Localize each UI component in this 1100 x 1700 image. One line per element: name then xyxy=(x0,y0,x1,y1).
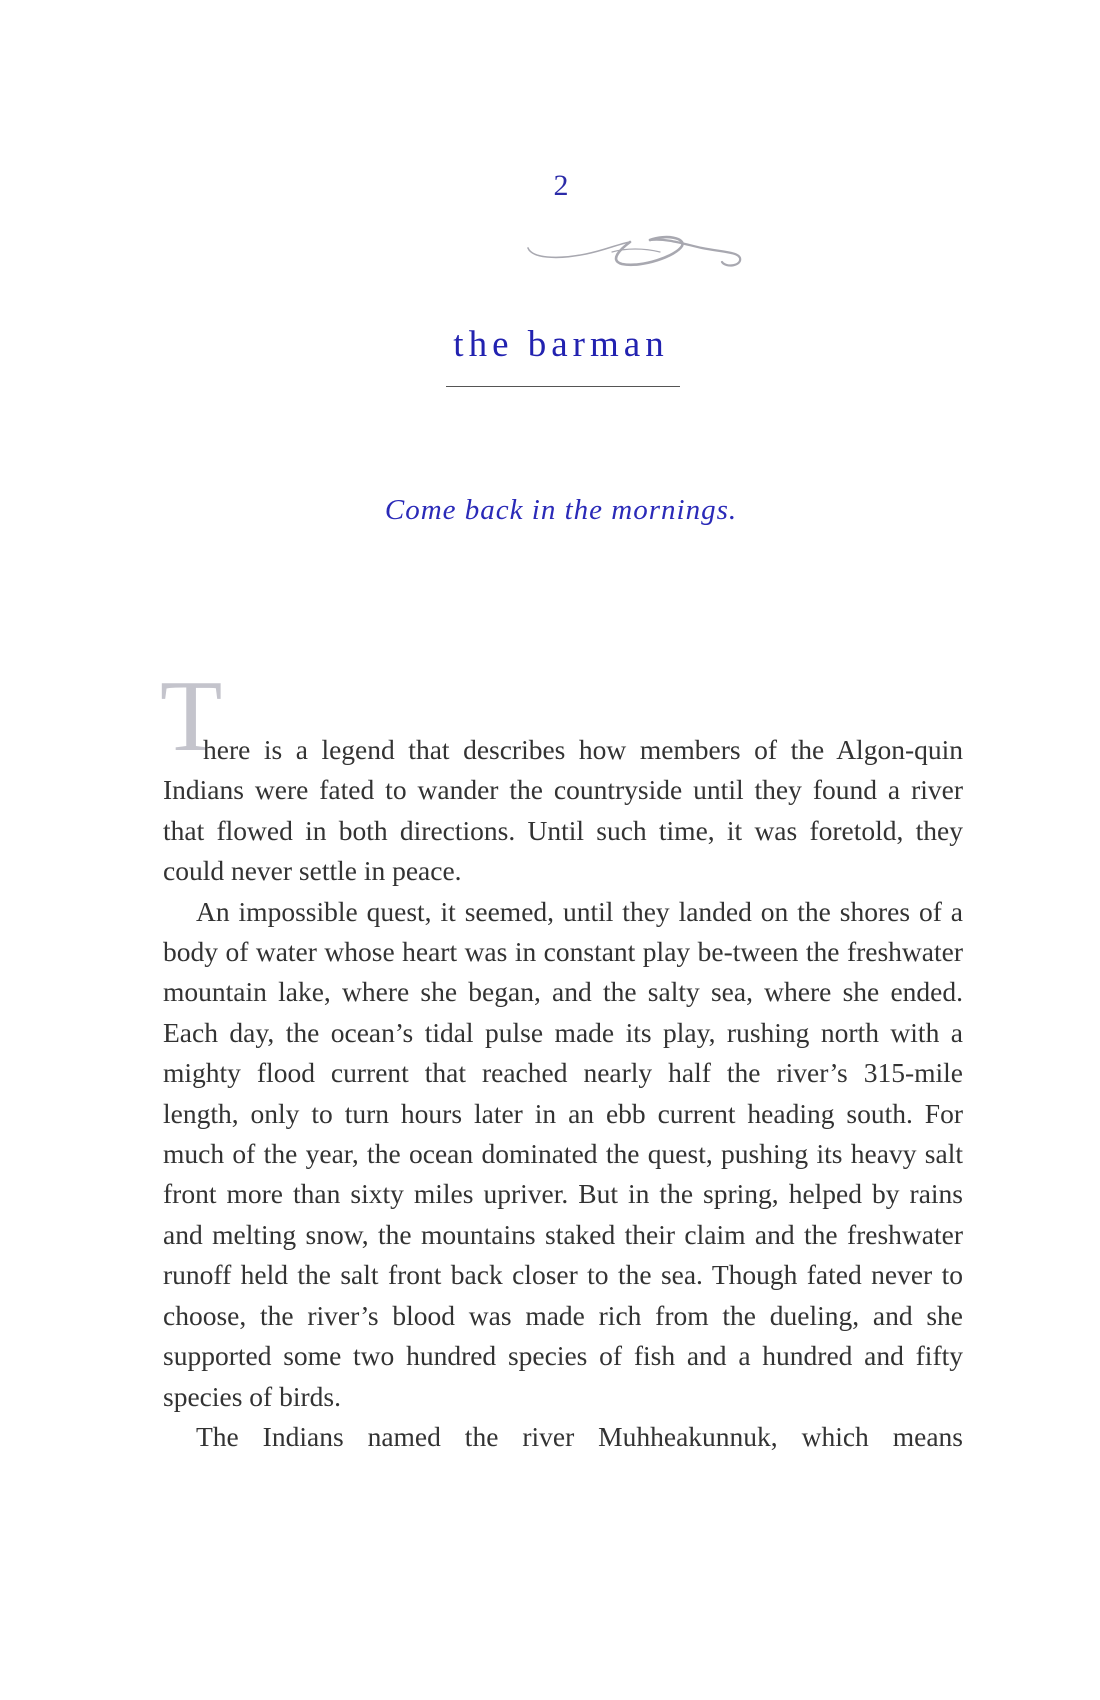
body-text xyxy=(163,730,963,1457)
paragraph-2: An impossible quest, it seemed, until they landed on the shores of a body of water whose heart was in constant play be-tween the freshwater mountain lake, where she began, and the salty sea, where she ended. Each day, the ocean’s tidal pulse made its play, rushing north with a mighty flood current that reached nearly half the river’s 315-mile length, only to turn hours later in an ebb current heading south. For much of the year, the ocean dominated the quest, pushing its heavy salt front more than sixty miles upriver. But in the spring, helped by rains and melting snow, the mountains staked their claim and the freshwater runoff held the salt front back closer to the sea. Though fated never to choose, the river’s blood was made rich from the dueling, and she supported some two hundred species of fish and a hundred and fifty species of birds. xyxy=(163,895,963,1412)
chapter-number: 2 xyxy=(553,169,569,202)
flourish-ornament-icon xyxy=(526,228,744,274)
paragraph-1: here is a legend that describes how members of the Algon-quin Indians were fated to wander the countryside until they found a river that flowed in both directions. Until such time, it was foretold, they could never settle in peace. xyxy=(163,734,963,887)
epigraph: Come back in the mornings. xyxy=(384,494,738,526)
drop-cap: T xyxy=(160,660,223,773)
title-underline xyxy=(446,386,680,387)
chapter-title: the barman xyxy=(453,324,669,365)
paragraph-3: The Indians named the river Muhheakunnuk, which means xyxy=(196,1420,963,1452)
